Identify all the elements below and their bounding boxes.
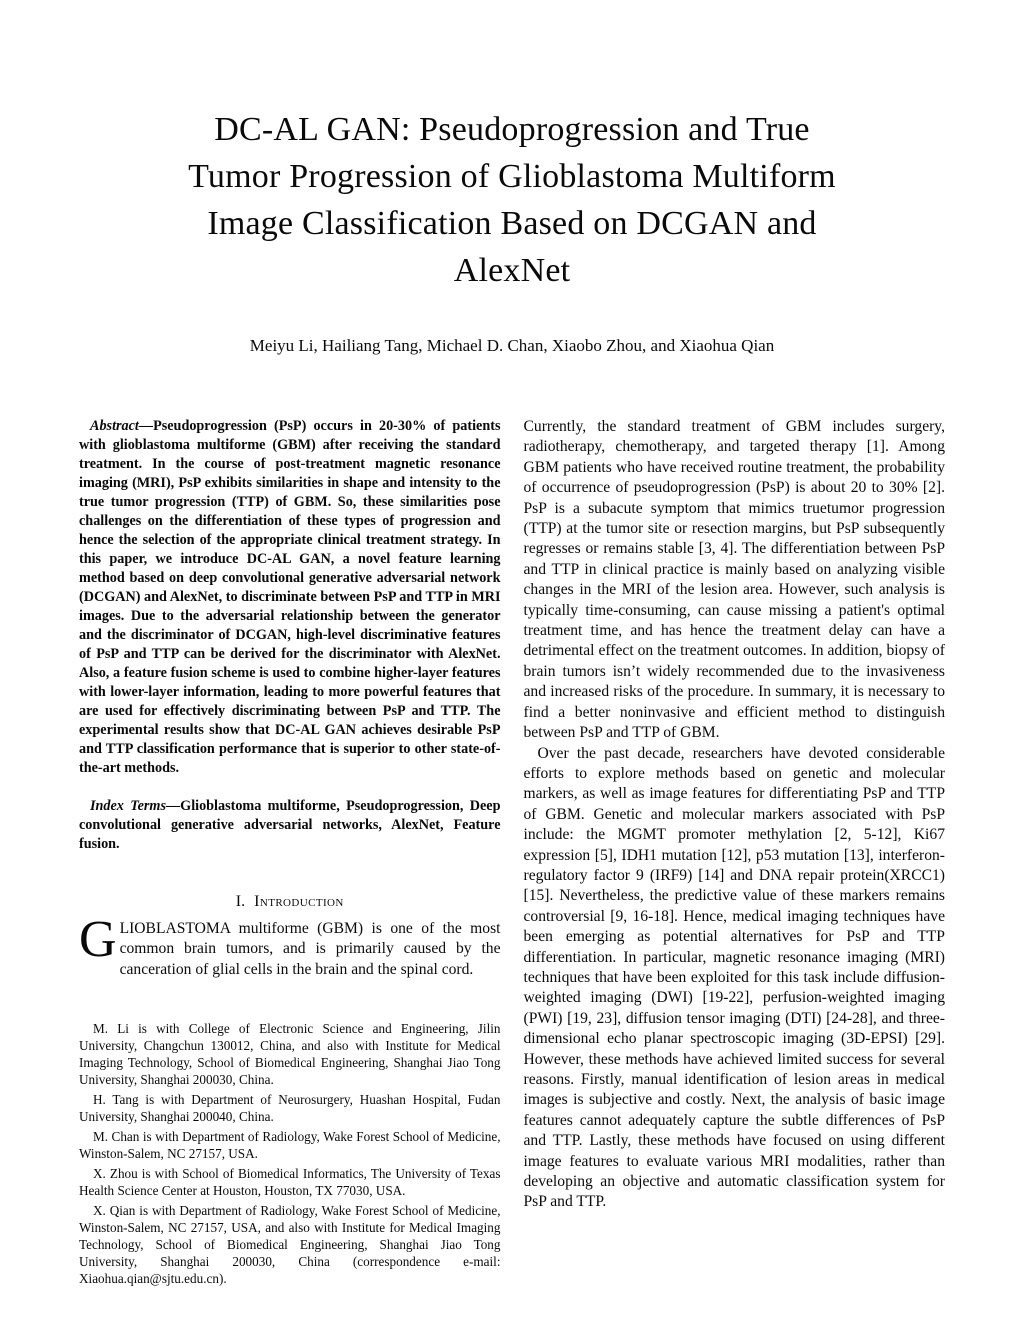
author-affiliation-footnotes bbox=[79, 1020, 501, 1287]
introduction-text: LIOBLASTOMA multiforme (GBM) is one of the most common brain tumors, and is primarily caused by the canceration of glial cells in the brain and the spinal cord. bbox=[119, 920, 501, 978]
index-terms-label: Index Terms— bbox=[90, 798, 181, 814]
abstract-text: Pseudoprogression (PsP) occurs in 20-30% of patients with glioblastoma multiforme (GBM) after receiving the standard treatment. In the course of post-treatment magnetic resonance imaging (MRI), PsP exhibits similarities in shape and intensity to the true tumor progression (TTP) of GBM. So, these similarities pose challenges on the differentiation of these types of progression and hence the selection of the appropriate clinical treatment strategy. In this paper, we introduce DC-AL GAN, a novel feature learning method based on deep convolutional generative adversarial network (DCGAN) and AlexNet, to discriminate between PsP and TTP in MRI images. Due to the adversarial relationship between the generator and the discriminator of DCGAN, high-level discriminative features of PsP and TTP can be derived for the discriminator with AlexNet. Also, a feature fusion scheme is used to combine higher-layer features with lower-layer information, leading to more powerful features that are used for effectively discriminating between PsP and TTP. The experimental results show that DC-AL GAN achieves desirable PsP and TTP classification performance that is superior to other state-of-the-art methods. bbox=[79, 418, 501, 776]
footnote: X. Qian is with Department of Radiology, Wake Forest School of Medicine, Winston-Salem, NC 27157, USA, and also with Institute for Medical Imaging Technology, School of Biomedical Engineering, Shanghai Jiao Tong University, Shanghai 200030, China (correspondence e-mail: Xiaohua.qian@sjtu.edu.cn). bbox=[79, 1203, 501, 1287]
footnote: M. Li is with College of Electronic Science and Engineering, Jilin University, Changchun 130012, China, and also with Institute for Medical Imaging Technology, School of Biomedical Engineering, Shanghai Jiao Tong University, Shanghai 200030, China. bbox=[79, 1021, 501, 1088]
introduction-paragraph bbox=[79, 911, 501, 980]
section-heading-introduction bbox=[79, 893, 501, 911]
index-terms-paragraph bbox=[79, 797, 501, 854]
paper-title-line: Image Classification Based on DCGAN and bbox=[207, 205, 817, 242]
abstract-paragraph bbox=[79, 417, 501, 778]
paper-title-line: AlexNet bbox=[453, 252, 571, 289]
body-paragraph-1: Currently, the standard treatment of GBM includes surgery, radiotherapy, chemotherapy, and targeted therapy [1]. Among GBM patients who have received routine treatment, the probability of occurrence of pseudoprogression (PsP) is about 20 to 30% [2]. PsP is a subacute symptom that mimics truetumor progression (TTP) at the tumor site or resection margins, but PsP subsequently regresses or remains stable [3, 4]. The differentiation between PsP and TTP in clinical practice is mainly based on analyzing visible changes in the MRI of the lesion area. However, such analysis is typically time-consuming, can cause missing a patient's optimal treatment time, and has hence the treatment delay can have a detrimental effect on the treatment outcomes. In addition, biopsy of brain tumors isn’t widely recommended due to the invasiveness and increased risks of the procedure. In summary, it is necessary to find a better noninvasive and efficient method to distinguish between PsP and TTP of GBM. bbox=[523, 418, 945, 742]
abstract-label: Abstract— bbox=[90, 418, 154, 434]
authors-line: Meiyu Li, Hailiang Tang, Michael D. Chan, Xiaobo Zhou, and Xiaohua Qian bbox=[249, 336, 775, 355]
section-title: Introduction bbox=[254, 893, 344, 910]
paper-title-line: DC-AL GAN: Pseudoprogression and True bbox=[214, 111, 810, 148]
footnote: H. Tang is with Department of Neurosurgery, Huashan Hospital, Fudan University, Shanghai 200040, China. bbox=[79, 1092, 501, 1125]
index-terms-text: Glioblastoma multiforme, Pseudoprogression, Deep convolutional generative adversarial networks, AlexNet, Feature fusion. bbox=[79, 798, 501, 852]
paper-title-line: Tumor Progression of Glioblastoma Multiform bbox=[188, 158, 836, 195]
drop-cap: G bbox=[79, 911, 117, 968]
footnote: M. Chan is with Department of Radiology, Wake Forest School of Medicine, Winston-Salem, NC 27157, USA. bbox=[79, 1129, 501, 1162]
two-column-body bbox=[79, 417, 945, 1290]
body-paragraph-2: Over the past decade, researchers have devoted considerable efforts to explore methods based on genetic and molecular markers, as well as image features for differentiating PsP and TTP of GBM. Genetic and molecular markers associated with PsP include: the MGMT promoter methylation [2, 5-12], Ki67 expression [5], IDH1 mutation [12], p53 mutation [13], interferon-regulatory factor 9 (IRF9) [14] and DNA repair protein(XRCC1) [15]. Nevertheless, the predictive value of these markers remains controversial [9, 16-18]. Hence, medical imaging techniques have been emerging as potential alternatives for PsP and TTP differentiation. In particular, magnetic resonance imaging (MRI) techniques that have been exploited for this task include diffusion-weighted imaging (DWI) [19-22], perfusion-weighted imaging (PWI) [19, 23], diffusion tensor imaging (DTI) [24-28], and three-dimensional echo planar spectroscopic imaging (3D-EPSI) [29]. However, these methods have achieved limited success for several reasons. Firstly, manual identification of lesion areas in medical images is subjective and costly. Next, the analysis of basic image features cannot adequately capture the subtle differences of PsP and TTP. Lastly, these methods have focused on using different image features to evaluate various MRI modalities, rather than developing an objective and automatic classification system for PsP and TTP. bbox=[523, 744, 945, 1211]
right-column bbox=[524, 417, 946, 1290]
section-number: I. bbox=[235, 893, 246, 910]
paper-title bbox=[79, 106, 945, 294]
footnote: X. Zhou is with School of Biomedical Informatics, The University of Texas Health Science Center at Houston, Houston, TX 77030, USA. bbox=[79, 1166, 501, 1199]
left-column bbox=[79, 417, 501, 1290]
